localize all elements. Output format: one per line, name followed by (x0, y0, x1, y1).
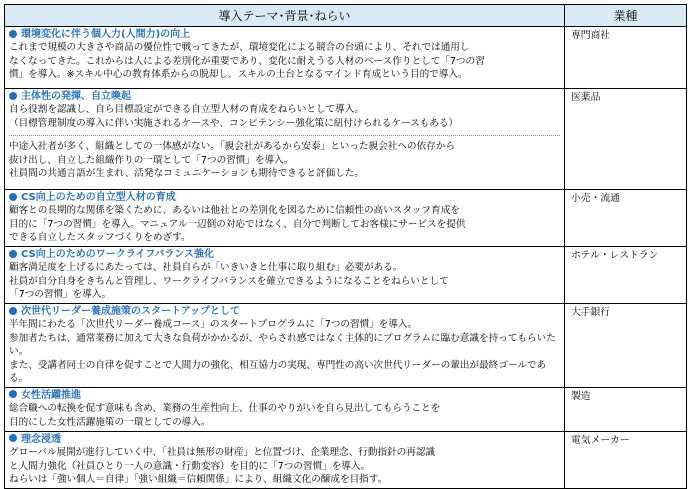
theme-cell (5, 190, 565, 247)
bullet-icon (9, 92, 17, 100)
table-row (5, 387, 687, 431)
bullet-icon (9, 30, 17, 38)
theme-cell (5, 304, 565, 388)
body-line: と人間力強化（社員ひとり一人の意識・行動変容）を目的に「7つの習慣」を導入。 (9, 460, 371, 472)
body-line: 社員間の共通言語が生まれ、活発なコミュニケーションも期待できると評価した。 (9, 168, 364, 180)
table-row (5, 27, 687, 89)
industry-cell: 製造 (565, 387, 687, 431)
case-table-container (4, 4, 686, 489)
body-line: 抜け出し、自立した組織作りの一環として「7つの習慣」を導入。 (9, 154, 294, 166)
body-line: 目的にした女性活躍施策の一環としての導入。 (9, 416, 211, 428)
row-heading: 女性活躍推進 (9, 388, 560, 402)
bullet-icon (9, 390, 17, 398)
row-heading: CS向上のための自立型人材の育成 (9, 190, 560, 204)
industry-cell: 専門商社 (565, 27, 687, 89)
case-table (4, 4, 687, 489)
body-line: 中途入社者が多く、組織としての一体感がない。「親会社があるから安泰」といった親会社への依存から (9, 141, 455, 153)
industry-cell: 大手銀行 (565, 304, 687, 388)
row-heading: CS向上のためのワークライフバランス強化 (9, 247, 560, 261)
bullet-icon (9, 193, 17, 201)
table-row (5, 247, 687, 304)
body-line: 半年間にわたる「次世代リーダー養成コース」のスタートプログラムに「7つの習慣」を導入。 (9, 319, 418, 330)
row-heading: 次世代リーダー養成施策のスタートアップとして (9, 304, 560, 318)
dotted-divider (9, 135, 560, 136)
industry-cell: 小売・流通 (565, 190, 687, 247)
body-line: 顧客との長期的な関係を築くために、あるいは他社との差別化を図るために信頼性の高いスタッフ育成を (9, 205, 460, 216)
body-line: 「7つの習慣」を導入。 (9, 289, 112, 301)
bullet-icon (9, 307, 17, 315)
body-line: 社員が自分自身をきちんと管理し、ワークライフバランスを確立できるようになることをねらいとして (9, 275, 449, 287)
industry-column-header: 業種 (565, 5, 687, 27)
table-row (5, 89, 687, 190)
industry-cell: ホテル・レストラン (565, 247, 687, 304)
theme-cell (5, 431, 565, 488)
body-line: できる自立したスタッフづくりをめざす。 (9, 232, 191, 244)
table-header-row (5, 5, 687, 27)
industry-cell: 電気メーカー (565, 431, 687, 488)
body-line: 目的に「7つの習慣」を導入。マニュアル一辺倒の対応ではなく、自分で判断してお客様にサービスを提供 (9, 218, 466, 230)
theme-cell (5, 27, 565, 89)
body-line: 慣」を導入。※スキル中心の教育体系からの脱却し、スキルの土台となるマインド育成という目的で導入。 (9, 69, 468, 81)
table-row (5, 431, 687, 488)
theme-cell (5, 387, 565, 431)
theme-column-header: 導入テーマ･背景･ねらい (5, 5, 565, 27)
body-line: これまで規模の大きさや商品の優位性で戦ってきたが、環境変化による競合の台頭により、それでは通用し (9, 42, 470, 53)
bullet-icon (9, 434, 17, 442)
row-heading: 理念浸透 (9, 432, 560, 446)
body-line: （目標管理制度の導入に伴い実施されるケースや、コンピテンシー強化策に紐付けられるケースもある） (9, 117, 459, 129)
table-row (5, 190, 687, 247)
table-row (5, 304, 687, 388)
body-line: なくなってきた。これからは人による差別化が重要であり、変化に耐えうる人材のベース作りとして「7つの習 (9, 55, 485, 67)
body-line: 自ら役割を認識し、自ら目標設定ができる自立型人材の育成をねらいとして導入。 (9, 104, 364, 115)
row-heading: 主体性の発揮、自立喚起 (9, 89, 560, 103)
body-line: ねらいは「強い個人＝自律」「強い組織＝信頼関係」により、組織文化の醸成を目指す。 (9, 474, 388, 486)
industry-cell: 医薬品 (565, 89, 687, 190)
body-line: また、受講者同士の自律を促すことで人間力の強化、相互協力の実現、専門性の高い次世代リーダーの輩出が最終ゴールである。 (9, 359, 547, 385)
body-line: 総合職への転換を促す意味も含め、業務の生産性向上、仕事のやりがいを自ら見出してもらうことを (9, 402, 441, 414)
body-line: 参加者たちは、通常業務に加えて大きな負荷がかかるが、やらされ感ではなく主体的にプログラムに臨む意識を持ってもらいたい。 (9, 332, 556, 358)
theme-cell (5, 89, 565, 190)
bullet-icon (9, 250, 17, 258)
row-heading: 環境変化に伴う個人力(人間力)の向上 (9, 27, 560, 41)
body-line: 顧客満足度を上げるにあたっては、社員自らが「いきいきと仕事に取り組む」必要がある。 (9, 262, 403, 273)
theme-cell (5, 247, 565, 304)
body-line: グローバル展開が進行していく中、「社員は無形の財産」と位置づけ、企業理念、行動指針の再認識 (9, 446, 436, 458)
